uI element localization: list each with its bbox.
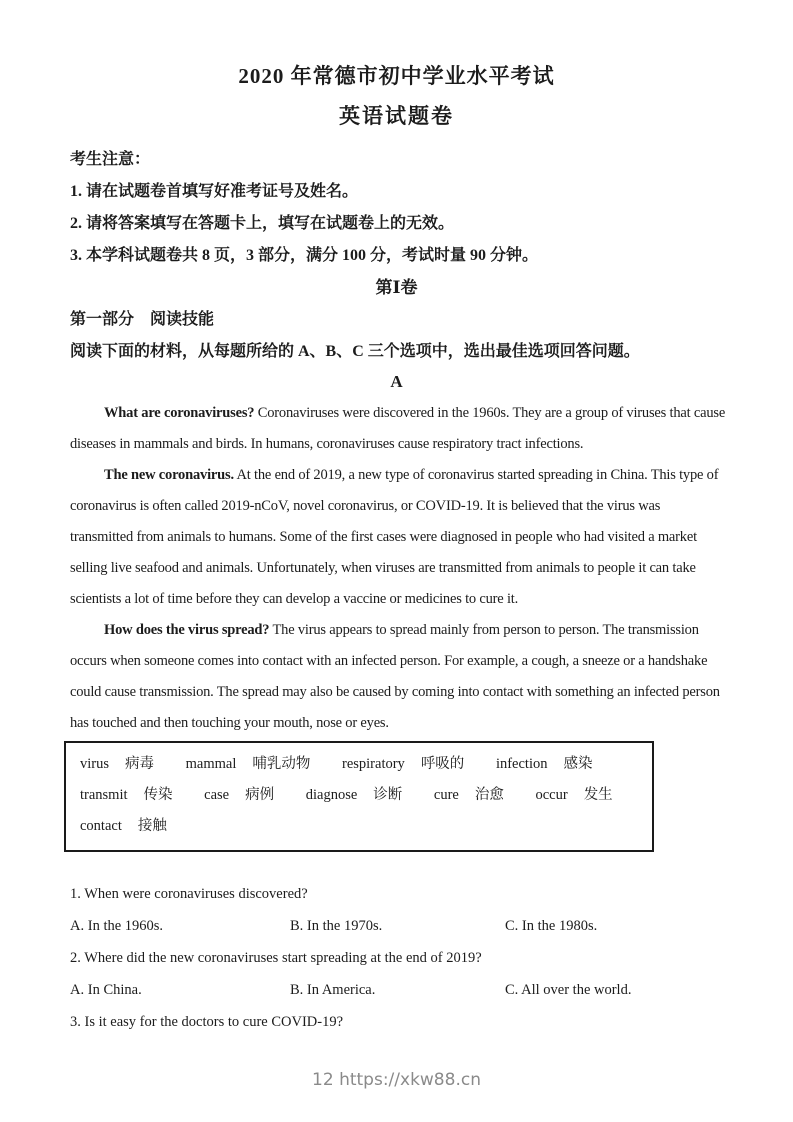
- reading-passage: [70, 398, 726, 739]
- vocabulary-box: [64, 741, 654, 852]
- notice-item-3: 3. 本学科试题卷共 8 页，3 部分，满分 100 分，考试时量 90 分钟。: [70, 247, 539, 264]
- vocab-pair: [434, 787, 504, 803]
- paragraph-line: selling live seafood and animals. Unfortunately, when viruses are transmitted from animals to people it can take: [70, 560, 696, 576]
- page-footer-watermark: 12 https://xkw88.cn: [312, 1070, 481, 1090]
- vocab-en-word: case: [204, 787, 230, 803]
- option-label: B.: [290, 982, 304, 998]
- vocab-zh-word: 病例: [245, 787, 275, 803]
- vocab-en-word: respiratory: [342, 756, 405, 772]
- part-heading: 第一部分 阅读技能: [70, 311, 215, 328]
- question-text: [70, 1006, 723, 1038]
- vocab-row-1: [80, 749, 638, 780]
- question-stem: Where did the new coronaviruses start spreading at the end of 2019?: [84, 950, 482, 966]
- paragraph-line: [70, 460, 723, 491]
- passage-paragraph-2: [70, 460, 723, 615]
- section-label-a: A: [390, 372, 403, 391]
- option-b: [290, 910, 505, 942]
- vocab-en-word: virus: [80, 756, 109, 772]
- question-stem: Is it easy for the doctors to cure COVID-19?: [84, 1014, 344, 1030]
- vocab-zh-word: 接触: [137, 818, 167, 834]
- paragraph-lead: The new coronavirus.: [104, 467, 234, 483]
- vocab-pair: [80, 818, 167, 834]
- vocab-zh-word: 治愈: [474, 787, 504, 803]
- vocab-zh-word: 哺乳动物: [252, 756, 311, 772]
- question-text: [70, 878, 723, 910]
- paragraph-line: scientists a lot of time before they can develop a vaccine or medicines to cure it.: [70, 591, 519, 607]
- question-1: [70, 878, 723, 942]
- part-instruction: 阅读下面的材料，从每题所给的 A、B、C 三个选项中，选出最佳选项回答问题。: [70, 343, 640, 360]
- option-label: A.: [70, 982, 85, 998]
- paragraph-text: The virus appears to spread mainly from person to person. The transmission: [272, 622, 699, 638]
- volume-heading: 第Ⅰ卷: [375, 278, 418, 297]
- paragraph-lead: What are coronaviruses?: [104, 405, 255, 421]
- passage-paragraph-1: [70, 398, 726, 460]
- vocab-zh-word: 传染: [143, 787, 173, 803]
- vocab-pair: [80, 756, 154, 772]
- options-row: [70, 910, 723, 942]
- vocab-en-word: cure: [433, 787, 459, 803]
- paragraph-line: transmitted from animals to humans. Some of the first cases were diagnosed in people who had visited a market: [70, 529, 697, 545]
- paragraph-line: diseases in mammals and birds. In humans, coronaviruses cause respiratory tract infections.: [70, 436, 584, 452]
- option-text: In China.: [87, 982, 142, 998]
- vocab-en-word: occur: [535, 787, 568, 803]
- paragraph-line: coronavirus is often called 2019-nCoV, novel coronavirus, or COVID-19. It is believed that the virus was: [70, 498, 661, 514]
- vocab-row-3: [80, 811, 638, 842]
- question-2: [70, 942, 723, 1006]
- vocab-en-word: infection: [495, 756, 548, 772]
- question-number: 2.: [70, 950, 81, 966]
- question-3: [70, 1006, 723, 1038]
- vocab-zh-word: 感染: [563, 756, 593, 772]
- vocab-pair: [80, 787, 173, 803]
- notice-item-2: 2. 请将答案填写在答题卡上，填写在试题卷上的无效。: [70, 215, 455, 232]
- vocab-en-word: transmit: [80, 787, 128, 803]
- option-a: [70, 910, 290, 942]
- vocab-en-word: diagnose: [305, 787, 358, 803]
- paragraph-line: occurs when someone comes into contact with an infected person. For example, a cough, a sneeze or a handshake: [70, 653, 708, 669]
- paragraph-line: could cause transmission. The spread may also be caused by coming into contact with something an infected person: [70, 684, 720, 700]
- vocab-pair: [496, 756, 593, 772]
- option-text: In the 1970s.: [306, 918, 383, 934]
- vocab-en-word: contact: [80, 818, 122, 834]
- question-text: [70, 942, 723, 974]
- passage-paragraph-3: [70, 615, 723, 739]
- paragraph-line: [70, 615, 723, 646]
- page-title: 2020 年常德市初中学业水平考试: [238, 64, 555, 88]
- notice-item-1: 1. 请在试题卷首填写好准考证号及姓名。: [70, 183, 359, 200]
- option-label: B.: [290, 918, 304, 934]
- vocab-pair: [535, 787, 612, 803]
- paragraph-text: Coronaviruses were discovered in the 1960s. They are a group of viruses that cause: [257, 405, 726, 421]
- paragraph-text: At the end of 2019, a new type of coronavirus started spreading in China. This type of: [236, 467, 719, 483]
- paragraph-line: has touched and then touching your mouth, nose or eyes.: [70, 715, 389, 731]
- vocab-zh-word: 诊断: [373, 787, 403, 803]
- option-text: In America.: [306, 982, 376, 998]
- candidate-notice-heading: 考生注意：: [70, 151, 151, 168]
- question-list: [70, 878, 723, 1038]
- vocab-pair: [204, 787, 274, 803]
- option-c: [505, 910, 723, 942]
- vocab-pair: [306, 787, 403, 803]
- vocab-pair: [186, 756, 311, 772]
- option-b: [290, 974, 505, 1006]
- options-row: [70, 974, 723, 1006]
- page-subtitle: 英语试题卷: [339, 104, 454, 128]
- paragraph-lead: How does the virus spread?: [104, 622, 270, 638]
- vocab-zh-word: 病毒: [125, 756, 154, 772]
- vocab-zh-word: 发生: [583, 787, 613, 803]
- option-c: [505, 974, 723, 1006]
- vocab-row-2: [80, 780, 638, 811]
- vocab-pair: [342, 756, 464, 772]
- paragraph-line: [70, 398, 726, 429]
- question-number: 3.: [70, 1014, 81, 1030]
- option-label: C.: [505, 918, 519, 934]
- option-text: In the 1960s.: [87, 918, 164, 934]
- option-text: All over the world.: [521, 982, 632, 998]
- option-label: A.: [70, 918, 85, 934]
- option-a: [70, 974, 290, 1006]
- question-number: 1.: [70, 886, 81, 902]
- vocab-zh-word: 呼吸的: [420, 756, 465, 772]
- vocab-en-word: mammal: [185, 756, 237, 772]
- question-stem: When were coronaviruses discovered?: [84, 886, 308, 902]
- option-label: C.: [505, 982, 519, 998]
- option-text: In the 1980s.: [521, 918, 598, 934]
